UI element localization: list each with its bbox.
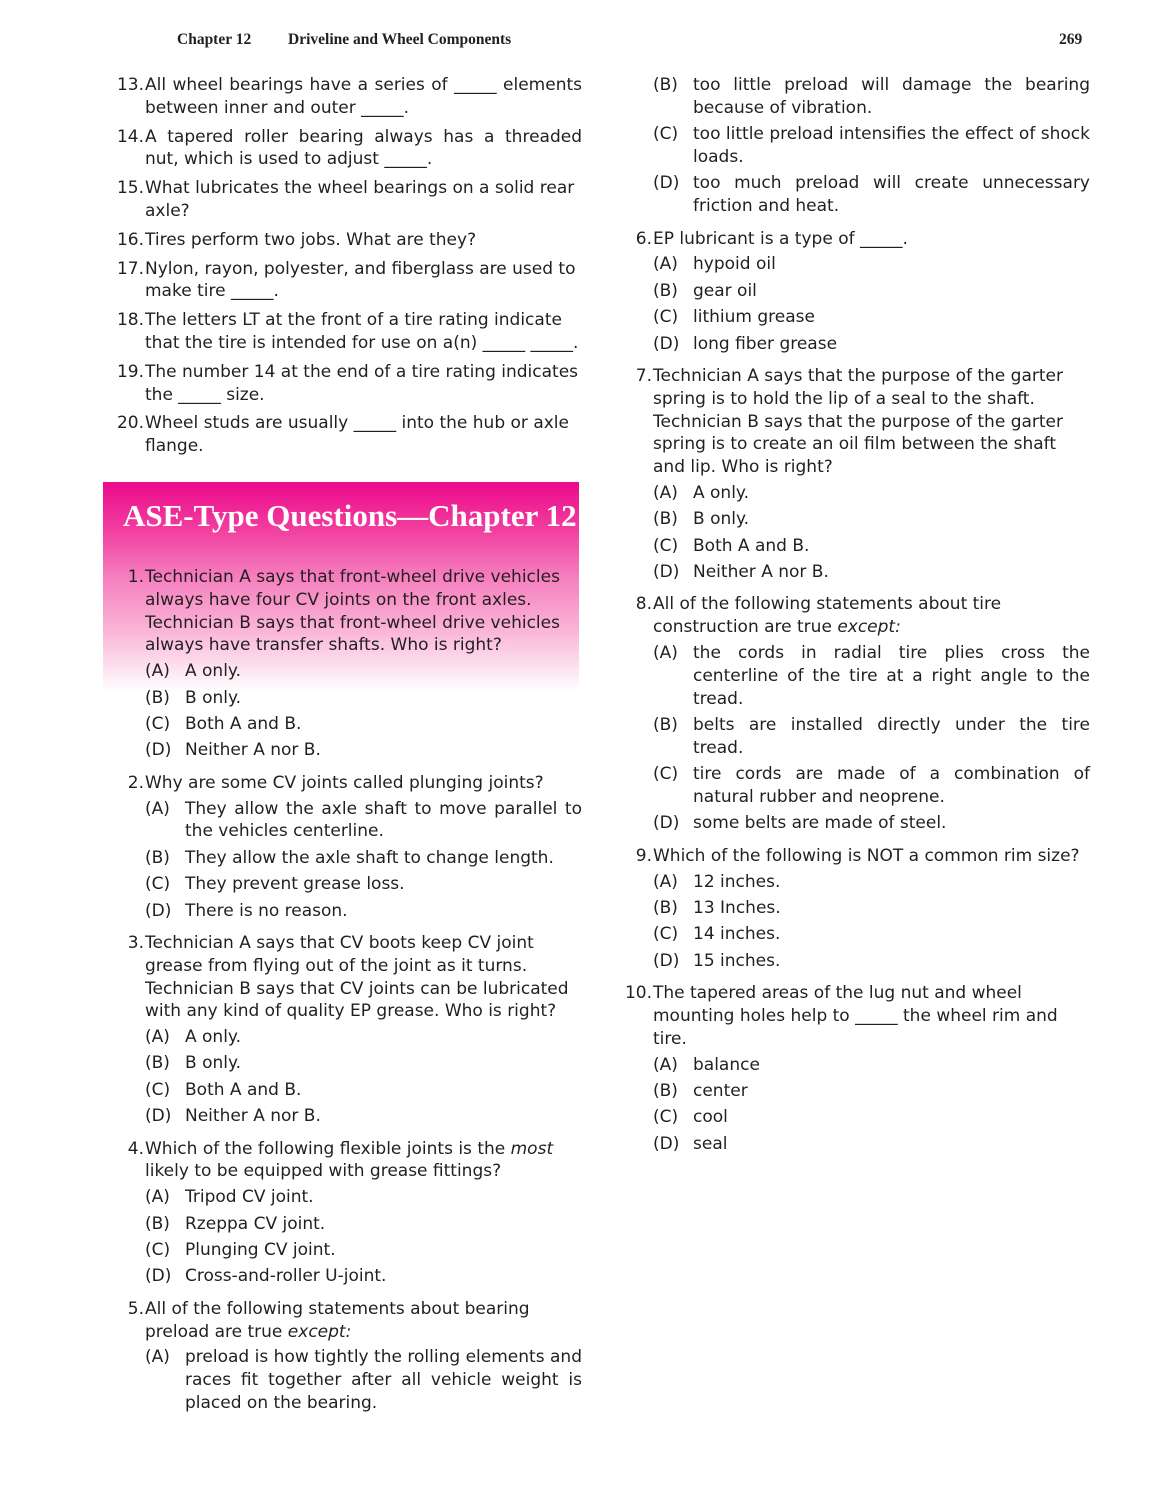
list-item: 20. Wheel studs are usually _____ into the hub or axle flange. xyxy=(116,413,569,457)
option: (C) Both A and B. xyxy=(145,713,302,734)
option: (D) There is no reason. xyxy=(145,900,348,921)
option: (D) some belts are made of steel. xyxy=(653,813,947,834)
list-item: 13. All wheel bearings have a series of _____ elements between inner and outer _____. xyxy=(116,75,582,118)
section-title: ASE-Type Questions—Chapter 12 xyxy=(123,498,577,533)
option: (D) Neither A nor B. xyxy=(145,740,321,761)
page-number: 269 xyxy=(1059,31,1083,48)
option: (D) long fiber grease xyxy=(653,333,838,354)
option: (A) 12 inches. xyxy=(653,871,781,892)
option: (D) Neither A nor B. xyxy=(653,562,829,583)
option: (A) A only. xyxy=(145,1027,241,1048)
question: 8. All of the following statements about tire construction are true except: (A) the cords in radial tire plies cross the centerline of the tire at a right angle to the tread. (B) belts are installed directly under the tire tread. (C) tire cords are made of a combination of natural rubber and neoprene. (D) some belts are made of steel. xyxy=(635,594,1090,834)
question: 6. EP lubricant is a type of _____. (A) hypoid oil (B) gear oil (C) lithium grease (D) long fiber grease xyxy=(612,228,1090,359)
question: 1. Technician A says that front-wheel drive vehicles always have four CV joints on the front axles. Technician B says that front-wheel drive vehicles always have transfer shafts. Who is right? (A) A only. (B) B only. (C) Both A and B. (D) Neither A nor B. xyxy=(104,566,582,766)
option: (D) too much preload will create unnecessary friction and heat. xyxy=(653,173,1090,217)
option: (C) cool xyxy=(653,1107,728,1128)
question: 2. Why are some CV joints called plunging joints? (A) They allow the axle shaft to move parallel to the vehicles centerline. (B) They allow the axle shaft to change length. (C) They prevent grease loss. (D) There is no reason. xyxy=(127,772,582,921)
option: (C) 14 inches. xyxy=(653,924,781,945)
list-item: 19. The number 14 at the end of a tire rating indicates the _____ size. xyxy=(116,361,579,405)
option: (A) balance xyxy=(653,1054,760,1075)
option: (B) B only. xyxy=(653,509,750,530)
option: (B) 13 Inches. xyxy=(653,898,781,918)
option: (A) A only. xyxy=(145,661,241,682)
question: 4. Which of the following flexible joints is the most likely to be equipped with grease fittings? (A) Tripod CV joint. (B) Rzeppa CV joint. (C) Plunging CV joint. (D) Cross-and-roller U-joint. xyxy=(104,1138,582,1292)
question: 7. Technician A says that the purpose of the garter spring is to hold the lip of a seal to the shaft. Technician B says that the purpose of the garter spring is to create an oil film between the shaft and lip. Who is right? (A) A only. (B) B only. (C) Both A and B. (D) Neither A nor B. xyxy=(612,365,1090,588)
option: (B) gear oil xyxy=(653,280,757,301)
option: (C) Both A and B. xyxy=(145,1079,302,1100)
question: 3. Technician A says that CV boots keep CV joint grease from flying out of the joint as it turns. Technician B says that CV joints can be lubricated with any kind of quality EP grease. Who is right? (A) A only. (B) B only. (C) Both A and B. (D) Neither A nor B. xyxy=(104,932,582,1132)
option: (C) lithium grease xyxy=(653,307,815,328)
option: (B) center xyxy=(653,1080,748,1101)
option: (D) Cross-and-roller U-joint. xyxy=(145,1266,387,1287)
option: (A) Tripod CV joint. xyxy=(145,1187,314,1208)
option: (D) seal xyxy=(653,1133,728,1154)
option: (D) 15 inches. xyxy=(653,950,781,971)
option: (D) Neither A nor B. xyxy=(145,1106,321,1127)
option: (B) Rzeppa CV joint. xyxy=(145,1213,326,1234)
question: 9. Which of the following is NOT a common rim size? (A) 12 inches. (B) 13 Inches. (C) 14 inches. (D) 15 inches. xyxy=(612,845,1090,976)
question: 5. All of the following statements about bearing preload are true except: (A) preload is how tightly the rolling elements and races fit together after all vehicle weight is placed on the bearing. xyxy=(127,1298,582,1413)
option: (B) B only. xyxy=(145,1053,242,1074)
list-item: 16. Tires perform two jobs. What are they? xyxy=(116,229,477,250)
option: (A) A only. xyxy=(653,482,749,503)
chapter-title: Driveline and Wheel Components xyxy=(288,31,512,48)
option: (C) too little preload intensifies the effect of shock loads. xyxy=(653,124,1090,167)
option: (B) They allow the axle shaft to change length. xyxy=(145,847,554,868)
option: (C) tire cords are made of a combination of natural rubber and neoprene. xyxy=(653,764,1090,808)
option: (C) Both A and B. xyxy=(653,535,810,556)
option: (A) preload is how tightly the rolling elements and races fit together after all vehicle weight is placed on the bearing. xyxy=(145,1347,582,1413)
option: (A) the cords in radial tire plies cross the centerline of the tire at a right angle to the tread. xyxy=(653,643,1090,709)
question: 10. The tapered areas of the lug nut and wheel mounting holes help to _____ the wheel rim and tire. (A) balance (B) center (C) cool (D) seal xyxy=(612,982,1090,1159)
ase-questions-right xyxy=(612,74,1090,1165)
list-item: 14. A tapered roller bearing always has a threaded nut, which is used to adjust _____. xyxy=(116,126,582,170)
list-item: 17. Nylon, rayon, polyester, and fiberglass are used to make tire _____. xyxy=(116,258,576,302)
option: (C) Plunging CV joint. xyxy=(145,1240,336,1261)
option: (B) too little preload will damage the bearing because of vibration. xyxy=(653,75,1090,118)
option: (B) B only. xyxy=(145,687,242,708)
page-header xyxy=(0,31,1156,51)
option: (C) They prevent grease loss. xyxy=(145,874,405,895)
option: (A) hypoid oil xyxy=(653,254,776,275)
question-continued xyxy=(612,74,1090,222)
list-item: 18. The letters LT at the front of a tire rating indicate that the tire is intended for use on a(n) _____ _____. xyxy=(116,310,579,353)
list-item: 15. What lubricates the wheel bearings on a solid rear axle? xyxy=(116,178,575,221)
ase-questions-left xyxy=(104,566,582,1424)
option: (B) belts are installed directly under the tire tread. xyxy=(653,715,1090,758)
review-questions xyxy=(104,74,582,464)
chapter-label: Chapter 12 xyxy=(177,31,252,48)
option: (A) They allow the axle shaft to move parallel to the vehicles centerline. xyxy=(145,798,582,842)
